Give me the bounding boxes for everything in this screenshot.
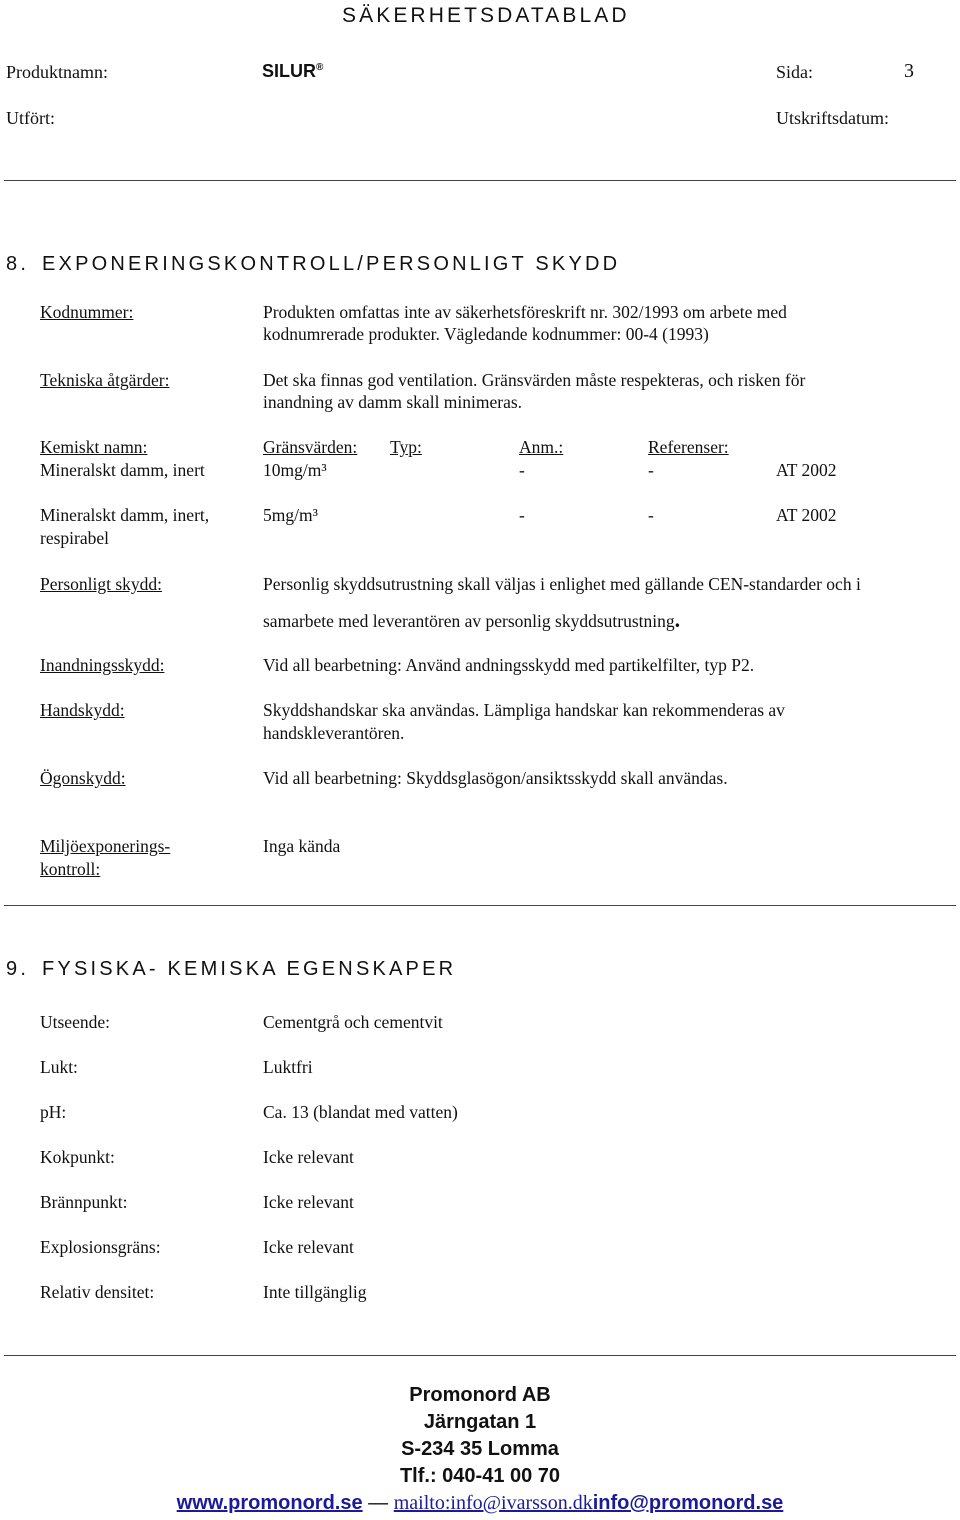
property-value-ph: Ca. 13 (blandat med vatten) xyxy=(263,1102,458,1122)
footer-city: S-234 35 Lomma xyxy=(401,1438,559,1460)
document-title: SÄKERHETSDATABLAD xyxy=(342,4,630,27)
tekniska-label: Tekniska åtgärder: xyxy=(40,370,170,390)
footer-web-link[interactable]: www.promonord.se xyxy=(176,1492,363,1514)
ogonskydd-label: Ögonskydd: xyxy=(40,768,126,788)
inandningsskydd-label: Inandningsskydd: xyxy=(40,655,165,675)
personligt-skydd-line2 xyxy=(263,607,680,633)
footer-company: Promonord AB xyxy=(409,1384,551,1406)
inandningsskydd-text: Vid all bearbetning: Använd andningsskydd med partikelfilter, typ P2. xyxy=(263,655,755,675)
property-label-kokpunkt: Kokpunkt: xyxy=(40,1147,115,1167)
kodnummer-label: Kodnummer: xyxy=(40,302,134,322)
table-row-1-ref: AT 2002 xyxy=(776,460,837,480)
section9-title: FYSISKA- KEMISKA EGENSKAPER xyxy=(42,958,457,980)
registered-mark: ® xyxy=(316,62,324,73)
property-value-lukt: Luktfri xyxy=(263,1057,313,1077)
kodnummer-text-line2: kodnumrerade produkter. Vägledande kodnummer: 00-4 (1993) xyxy=(263,324,709,344)
miljo-label-line2: kontroll: xyxy=(40,859,101,879)
print-date-label: Utskriftsdatum: xyxy=(776,108,889,128)
property-value-brannpunkt: Icke relevant xyxy=(263,1192,354,1212)
property-value-relativ-densitet: Inte tillgänglig xyxy=(263,1282,367,1302)
product-label: Produktnamn: xyxy=(6,62,108,82)
table-row-2-anm: - xyxy=(648,505,654,525)
handskydd-line1: Skyddshandskar ska användas. Lämpliga handskar kan rekommenderas av xyxy=(263,700,785,720)
tekniska-text-line1: Det ska finnas god ventilation. Gränsvärden måste respekteras, och risken för xyxy=(263,370,806,390)
miljo-text: Inga kända xyxy=(263,836,341,856)
table-header-anm: Anm.: xyxy=(519,437,564,457)
property-label-utseende: Utseende: xyxy=(40,1012,110,1032)
personligt-skydd-label: Personligt skydd: xyxy=(40,574,163,594)
table-header-typ: Typ: xyxy=(390,437,422,457)
personligt-skydd-period: . xyxy=(674,607,681,632)
property-value-kokpunkt: Icke relevant xyxy=(263,1147,354,1167)
table-header-referenser: Referenser: xyxy=(648,437,729,457)
table-header-gransvarden: Gränsvärden: xyxy=(263,437,358,457)
table-row-2-name: Mineralskt damm, inert, xyxy=(40,505,210,525)
property-label-explosionsgrans: Explosionsgräns: xyxy=(40,1237,161,1257)
footer-street: Järngatan 1 xyxy=(423,1411,537,1433)
tekniska-text-line2: inandning av damm skall minimeras. xyxy=(263,392,523,412)
footer-mailto-link[interactable]: mailto:info@ivarsson.dk xyxy=(393,1492,593,1514)
divider-bottom xyxy=(4,1355,956,1356)
table-row-2-typ: - xyxy=(519,505,525,525)
product-name xyxy=(262,61,323,82)
table-row-2-value: 5mg/m³ xyxy=(263,505,318,525)
footer-email-link[interactable]: info@promonord.se xyxy=(592,1492,784,1514)
kodnummer-text-line1: Produkten omfattas inte av säkerhetsföreskrift nr. 302/1993 om arbete med xyxy=(263,302,787,322)
footer-phone: Tlf.: 040-41 00 70 xyxy=(399,1465,561,1487)
page-number: 3 xyxy=(904,60,914,82)
personligt-skydd-line1: Personlig skyddsutrustning skall väljas i enlighet med gällande CEN-standarder och i xyxy=(263,574,861,594)
section9-number: 9. xyxy=(6,958,30,980)
divider-top xyxy=(4,180,956,181)
page-label: Sida: xyxy=(776,62,814,82)
table-row-1-name: Mineralskt damm, inert xyxy=(40,460,205,480)
table-row-2-name-line2: respirabel xyxy=(40,528,109,548)
table-row-1-value: 10mg/m³ xyxy=(263,460,327,480)
property-value-explosionsgrans: Icke relevant xyxy=(263,1237,354,1257)
property-value-utseende: Cementgrå och cementvit xyxy=(263,1012,443,1032)
property-label-lukt: Lukt: xyxy=(40,1057,78,1077)
property-label-brannpunkt: Brännpunkt: xyxy=(40,1192,128,1212)
table-row-1-anm: - xyxy=(648,460,654,480)
divider-middle xyxy=(4,905,956,906)
table-row-2-ref: AT 2002 xyxy=(776,505,837,525)
handskydd-line2: handskleverantören. xyxy=(263,723,405,743)
author-label: Utfört: xyxy=(6,108,55,128)
section8-number: 8. xyxy=(6,253,30,275)
ogonskydd-text: Vid all bearbetning: Skyddsglasögon/ansiktsskydd skall användas. xyxy=(263,768,728,788)
footer-links xyxy=(0,1490,960,1517)
product-name-text: SILUR xyxy=(262,61,316,81)
handskydd-label: Handskydd: xyxy=(40,700,125,720)
footer xyxy=(0,1382,960,1517)
property-label-relativ-densitet: Relativ densitet: xyxy=(40,1282,155,1302)
personligt-skydd-line2-text: samarbete med leverantören av personlig skyddsutrustning xyxy=(263,611,675,631)
section8-title: EXPONERINGSKONTROLL/PERSONLIGT SKYDD xyxy=(42,253,621,275)
table-row-1-typ: - xyxy=(519,460,525,480)
miljo-label-line1: Miljöexponerings- xyxy=(40,836,171,856)
footer-dash: — xyxy=(368,1492,389,1514)
property-label-ph: pH: xyxy=(40,1102,67,1122)
table-header-kemiskt-namn: Kemiskt namn: xyxy=(40,437,148,457)
